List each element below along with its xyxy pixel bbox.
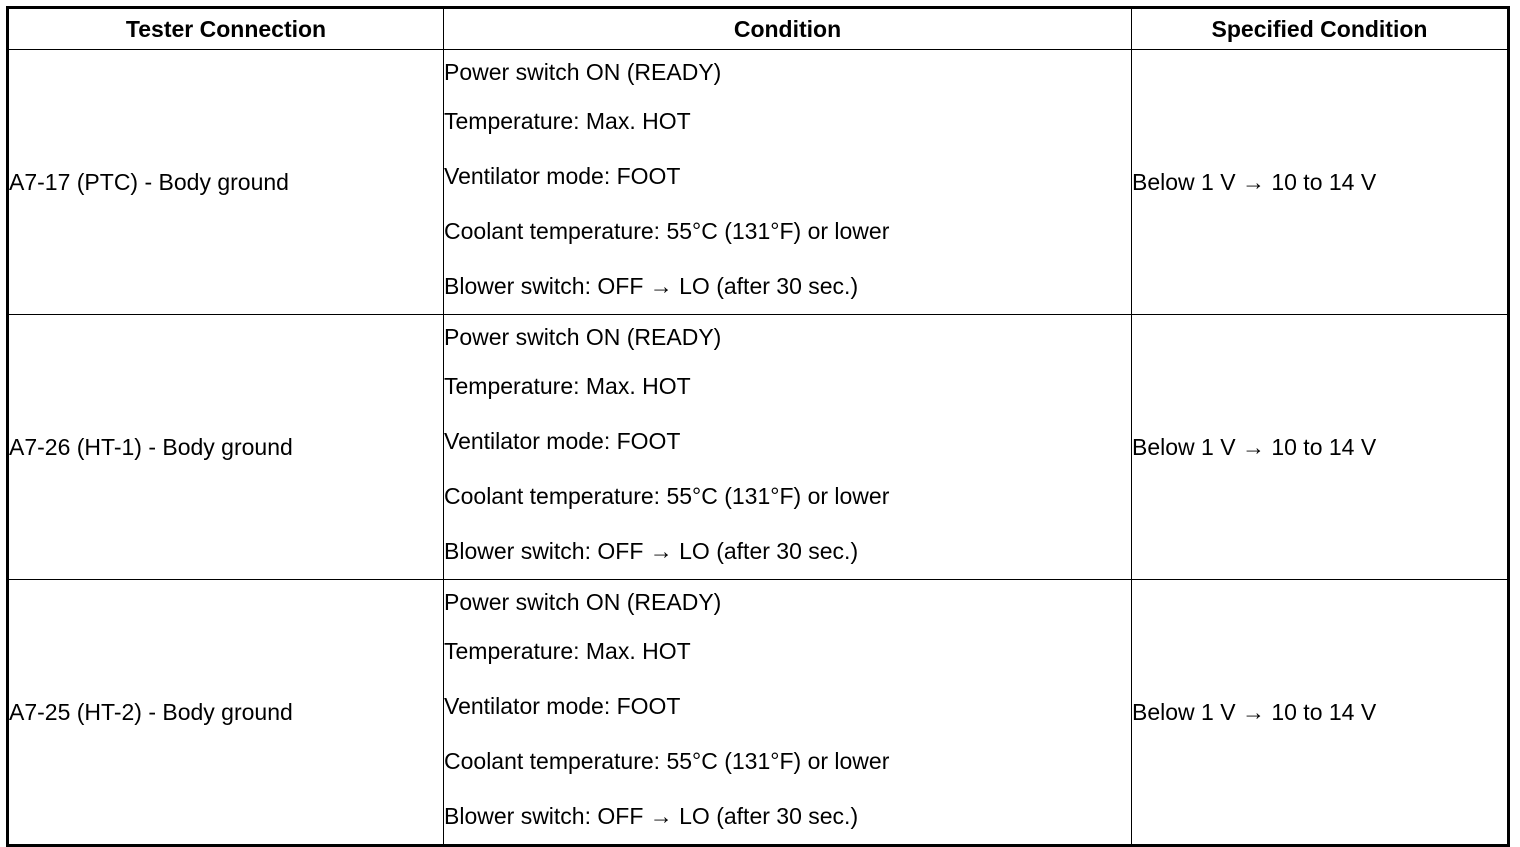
condition-line: Ventilator mode: FOOT (444, 693, 681, 719)
header-specified-condition: Specified Condition (1132, 8, 1509, 50)
table-row (8, 50, 1509, 315)
table-row (8, 580, 1509, 846)
condition-line: Temperature: Max. HOT (444, 373, 691, 399)
specified-condition-cell: Below 1 V → 10 to 14 V (1132, 580, 1509, 846)
table-row (8, 315, 1509, 580)
condition-line: Blower switch: OFF → LO (after 30 sec.) (444, 273, 859, 299)
specification-table (6, 6, 1510, 847)
condition-line: Coolant temperature: 55°C (131°F) or lower (444, 218, 890, 244)
table-body (8, 50, 1509, 846)
condition-line: Temperature: Max. HOT (444, 108, 691, 134)
condition-cell (444, 50, 1132, 315)
condition-line: Temperature: Max. HOT (444, 638, 691, 664)
specified-condition-cell: Below 1 V → 10 to 14 V (1132, 50, 1509, 315)
header-condition: Condition (444, 8, 1132, 50)
condition-line: Blower switch: OFF → LO (after 30 sec.) (444, 538, 859, 564)
tester-connection-cell: A7-17 (PTC) - Body ground (8, 50, 444, 315)
condition-line: Coolant temperature: 55°C (131°F) or lower (444, 483, 890, 509)
condition-cell (444, 315, 1132, 580)
condition-line: Blower switch: OFF → LO (after 30 sec.) (444, 803, 859, 829)
header-tester-connection: Tester Connection (8, 8, 444, 50)
table-header (8, 8, 1509, 50)
tester-connection-cell: A7-25 (HT-2) - Body ground (8, 580, 444, 846)
specified-condition-cell: Below 1 V → 10 to 14 V (1132, 315, 1509, 580)
condition-line: Power switch ON (READY) (444, 59, 722, 85)
condition-line: Coolant temperature: 55°C (131°F) or lower (444, 748, 890, 774)
condition-line: Ventilator mode: FOOT (444, 163, 681, 189)
header-row (8, 8, 1509, 50)
tester-connection-cell: A7-26 (HT-1) - Body ground (8, 315, 444, 580)
condition-line: Ventilator mode: FOOT (444, 428, 681, 454)
condition-line: Power switch ON (READY) (444, 589, 722, 615)
condition-cell (444, 580, 1132, 846)
condition-line: Power switch ON (READY) (444, 324, 722, 350)
